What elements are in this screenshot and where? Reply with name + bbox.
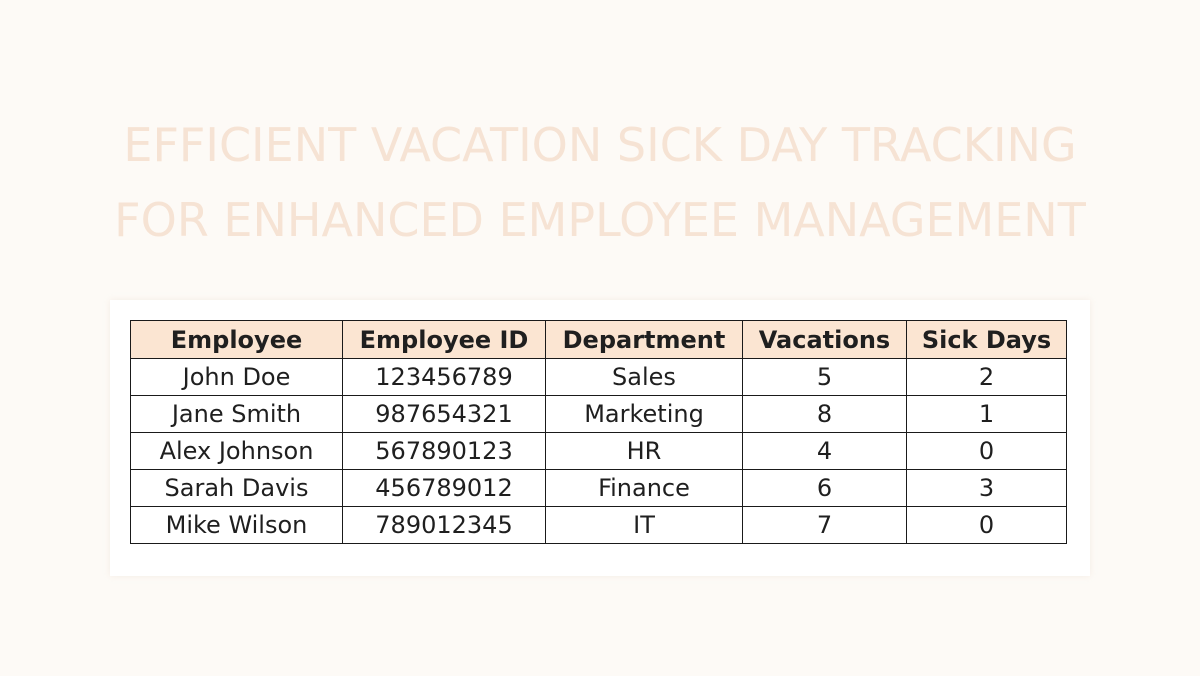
- cell-vacations: 5: [743, 359, 907, 396]
- table-row: [131, 396, 1067, 433]
- header-vacations: Vacations: [743, 321, 907, 359]
- table-header-row: [131, 321, 1067, 359]
- header-employee-id: Employee ID: [343, 321, 546, 359]
- cell-employee: Mike Wilson: [131, 507, 343, 544]
- table-row: [131, 433, 1067, 470]
- vacation-sick-day-table: [130, 320, 1067, 544]
- table-row: [131, 470, 1067, 507]
- header-sick-days: Sick Days: [907, 321, 1067, 359]
- cell-sick-days: 1: [907, 396, 1067, 433]
- cell-vacations: 7: [743, 507, 907, 544]
- cell-employee: John Doe: [131, 359, 343, 396]
- cell-department: Marketing: [546, 396, 743, 433]
- cell-vacations: 4: [743, 433, 907, 470]
- cell-department: IT: [546, 507, 743, 544]
- cell-employee-id: 123456789: [343, 359, 546, 396]
- cell-vacations: 6: [743, 470, 907, 507]
- cell-employee-id: 987654321: [343, 396, 546, 433]
- cell-sick-days: 0: [907, 507, 1067, 544]
- cell-sick-days: 3: [907, 470, 1067, 507]
- table-row: [131, 359, 1067, 396]
- cell-department: Sales: [546, 359, 743, 396]
- title-line-2: FOR ENHANCED EMPLOYEE MANAGEMENT: [114, 193, 1086, 247]
- cell-employee: Alex Johnson: [131, 433, 343, 470]
- title-line-1: EFFICIENT VACATION SICK DAY TRACKING: [123, 118, 1077, 172]
- table-row: [131, 507, 1067, 544]
- header-department: Department: [546, 321, 743, 359]
- cell-sick-days: 0: [907, 433, 1067, 470]
- page-title: [0, 108, 1200, 258]
- cell-vacations: 8: [743, 396, 907, 433]
- cell-employee: Sarah Davis: [131, 470, 343, 507]
- table-card: [110, 300, 1090, 576]
- cell-department: Finance: [546, 470, 743, 507]
- cell-employee-id: 456789012: [343, 470, 546, 507]
- cell-employee-id: 789012345: [343, 507, 546, 544]
- cell-department: HR: [546, 433, 743, 470]
- cell-employee-id: 567890123: [343, 433, 546, 470]
- cell-sick-days: 2: [907, 359, 1067, 396]
- header-employee: Employee: [131, 321, 343, 359]
- cell-employee: Jane Smith: [131, 396, 343, 433]
